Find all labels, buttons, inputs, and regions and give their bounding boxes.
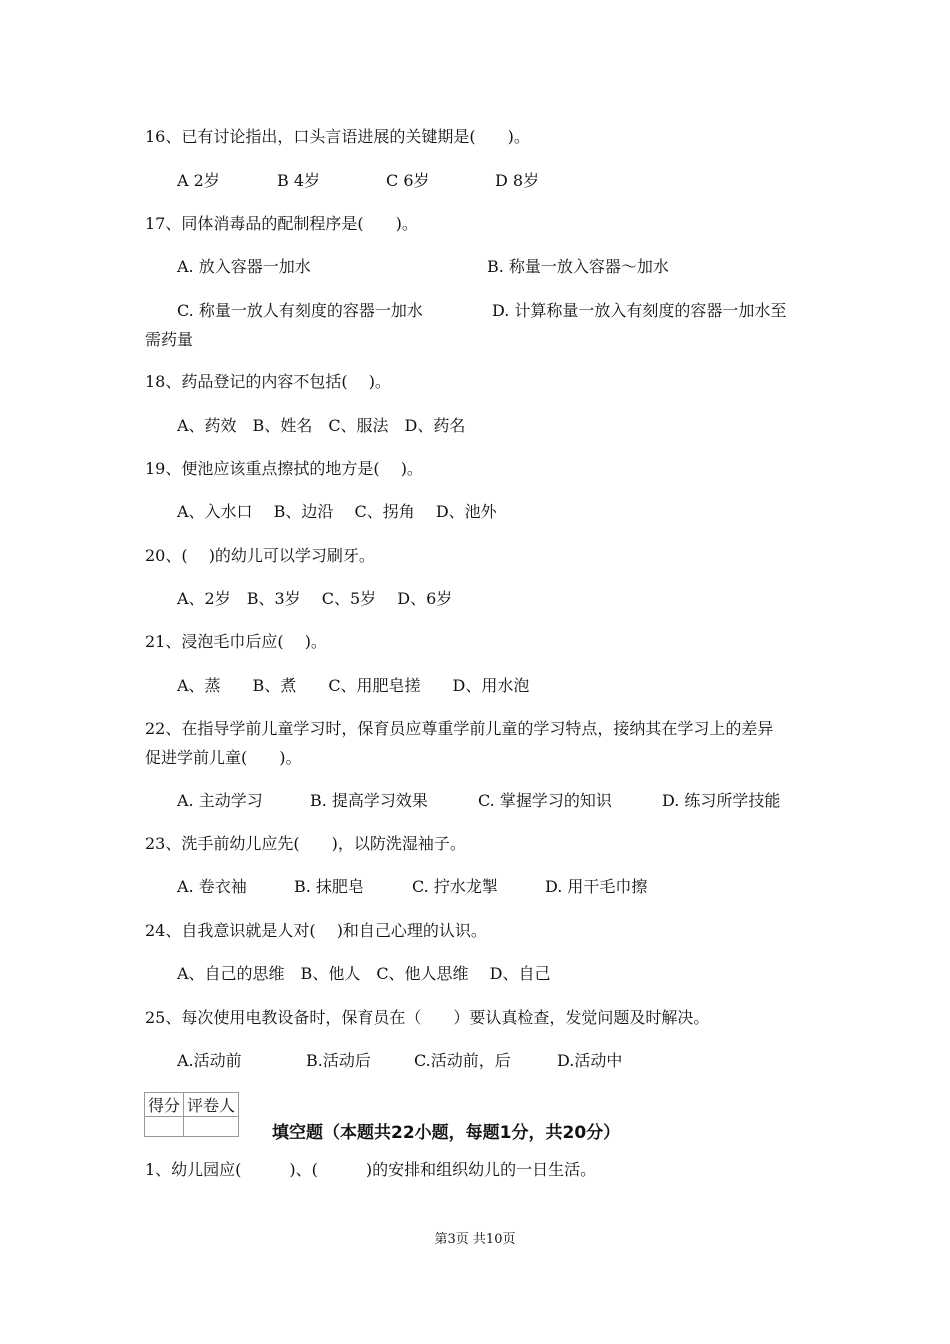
question-24-stem: 24、自我意识就是人对( )和自己心理的认识。: [145, 921, 487, 940]
reviewer-label: 评卷人: [184, 1093, 239, 1117]
question-21-stem: 21、浸泡毛巾后应( )。: [145, 632, 327, 651]
question-22-option-b: B. 提高学习效果: [310, 791, 428, 810]
question-23-option-d: D. 用干毛巾擦: [545, 877, 648, 896]
question-22-option-c: C. 掌握学习的知识: [478, 791, 612, 810]
question-18-stem: 18、药品登记的内容不包括( )。: [145, 372, 391, 391]
fill-question-1-stem: 1、幼儿园应( )、( )的安排和组织幼儿的一日生活。: [145, 1160, 597, 1179]
question-25-option-b: B.活动后: [306, 1051, 371, 1070]
question-20-options: A、2岁 B、3岁 C、5岁 D、6岁: [177, 589, 453, 608]
question-16-option-c: C 6岁: [386, 171, 430, 190]
question-25-option-a: A.活动前: [177, 1051, 242, 1070]
question-20-stem: 20、( )的幼儿可以学习刷牙。: [145, 546, 375, 565]
question-16-option-a: A 2岁: [177, 171, 220, 190]
question-23-option-c: C. 拧水龙掣: [412, 877, 498, 896]
question-23-option-b: B. 抹肥皂: [294, 877, 364, 896]
score-cell: [145, 1117, 184, 1137]
question-17-option-d: D. 计算称量一放入有刻度的容器一加水至: [492, 301, 787, 320]
question-16-option-b: B 4岁: [277, 171, 321, 190]
question-18-options: A、药效 B、姓名 C、服法 D、药名: [177, 416, 466, 435]
question-22-stem: 22、在指导学前儿童学习时，保育员应尊重学前儿童的学习特点，接纳其在学习上的差异: [145, 719, 774, 738]
question-17-option-a: A. 放入容器一加水: [177, 257, 311, 276]
question-21-options: A、蒸 B、煮 C、用肥皂搓 D、用水泡: [177, 676, 530, 695]
reviewer-cell: [184, 1117, 239, 1137]
question-17-option-c: C. 称量一放人有刻度的容器一加水: [177, 301, 423, 320]
question-25-option-d: D.活动中: [557, 1051, 623, 1070]
question-22-option-a: A. 主动学习: [177, 791, 263, 810]
page-number: 第3页 共10页: [434, 1232, 516, 1247]
question-23-option-a: A. 卷衣袖: [177, 877, 247, 896]
question-19-stem: 19、便池应该重点擦拭的地方是( )。: [145, 459, 423, 478]
question-22-stem-continued: 促进学前儿童( )。: [145, 748, 302, 767]
question-16-option-d: D 8岁: [495, 171, 540, 190]
score-label: 得分: [145, 1093, 184, 1117]
question-24-options: A、自己的思维 B、他人 C、他人思维 D、自己: [177, 964, 551, 983]
question-22-option-d: D. 练习所学技能: [662, 791, 781, 810]
question-25-option-c: C.活动前，后: [414, 1051, 511, 1070]
question-25-stem: 25、每次使用电教设备时，保育员在（ ）要认真检查，发觉问题及时解决。: [145, 1008, 710, 1027]
question-17-stem: 17、同体消毒品的配制程序是( )。: [145, 214, 418, 233]
section-title: 填空题（本题共22小题，每题1分，共20分）: [272, 1123, 621, 1143]
question-23-stem: 23、洗手前幼儿应先( )，以防洗湿袖子。: [145, 834, 466, 853]
question-17-option-d-continued: 需药量: [145, 330, 194, 349]
question-16-stem: 16、已有讨论指出，口头言语进展的关键期是( )。: [145, 127, 530, 146]
score-box: [144, 1092, 239, 1137]
question-19-options: A、入水口 B、边沿 C、拐角 D、池外: [177, 502, 497, 521]
question-17-option-b: B. 称量一放入容器～加水: [487, 257, 669, 276]
